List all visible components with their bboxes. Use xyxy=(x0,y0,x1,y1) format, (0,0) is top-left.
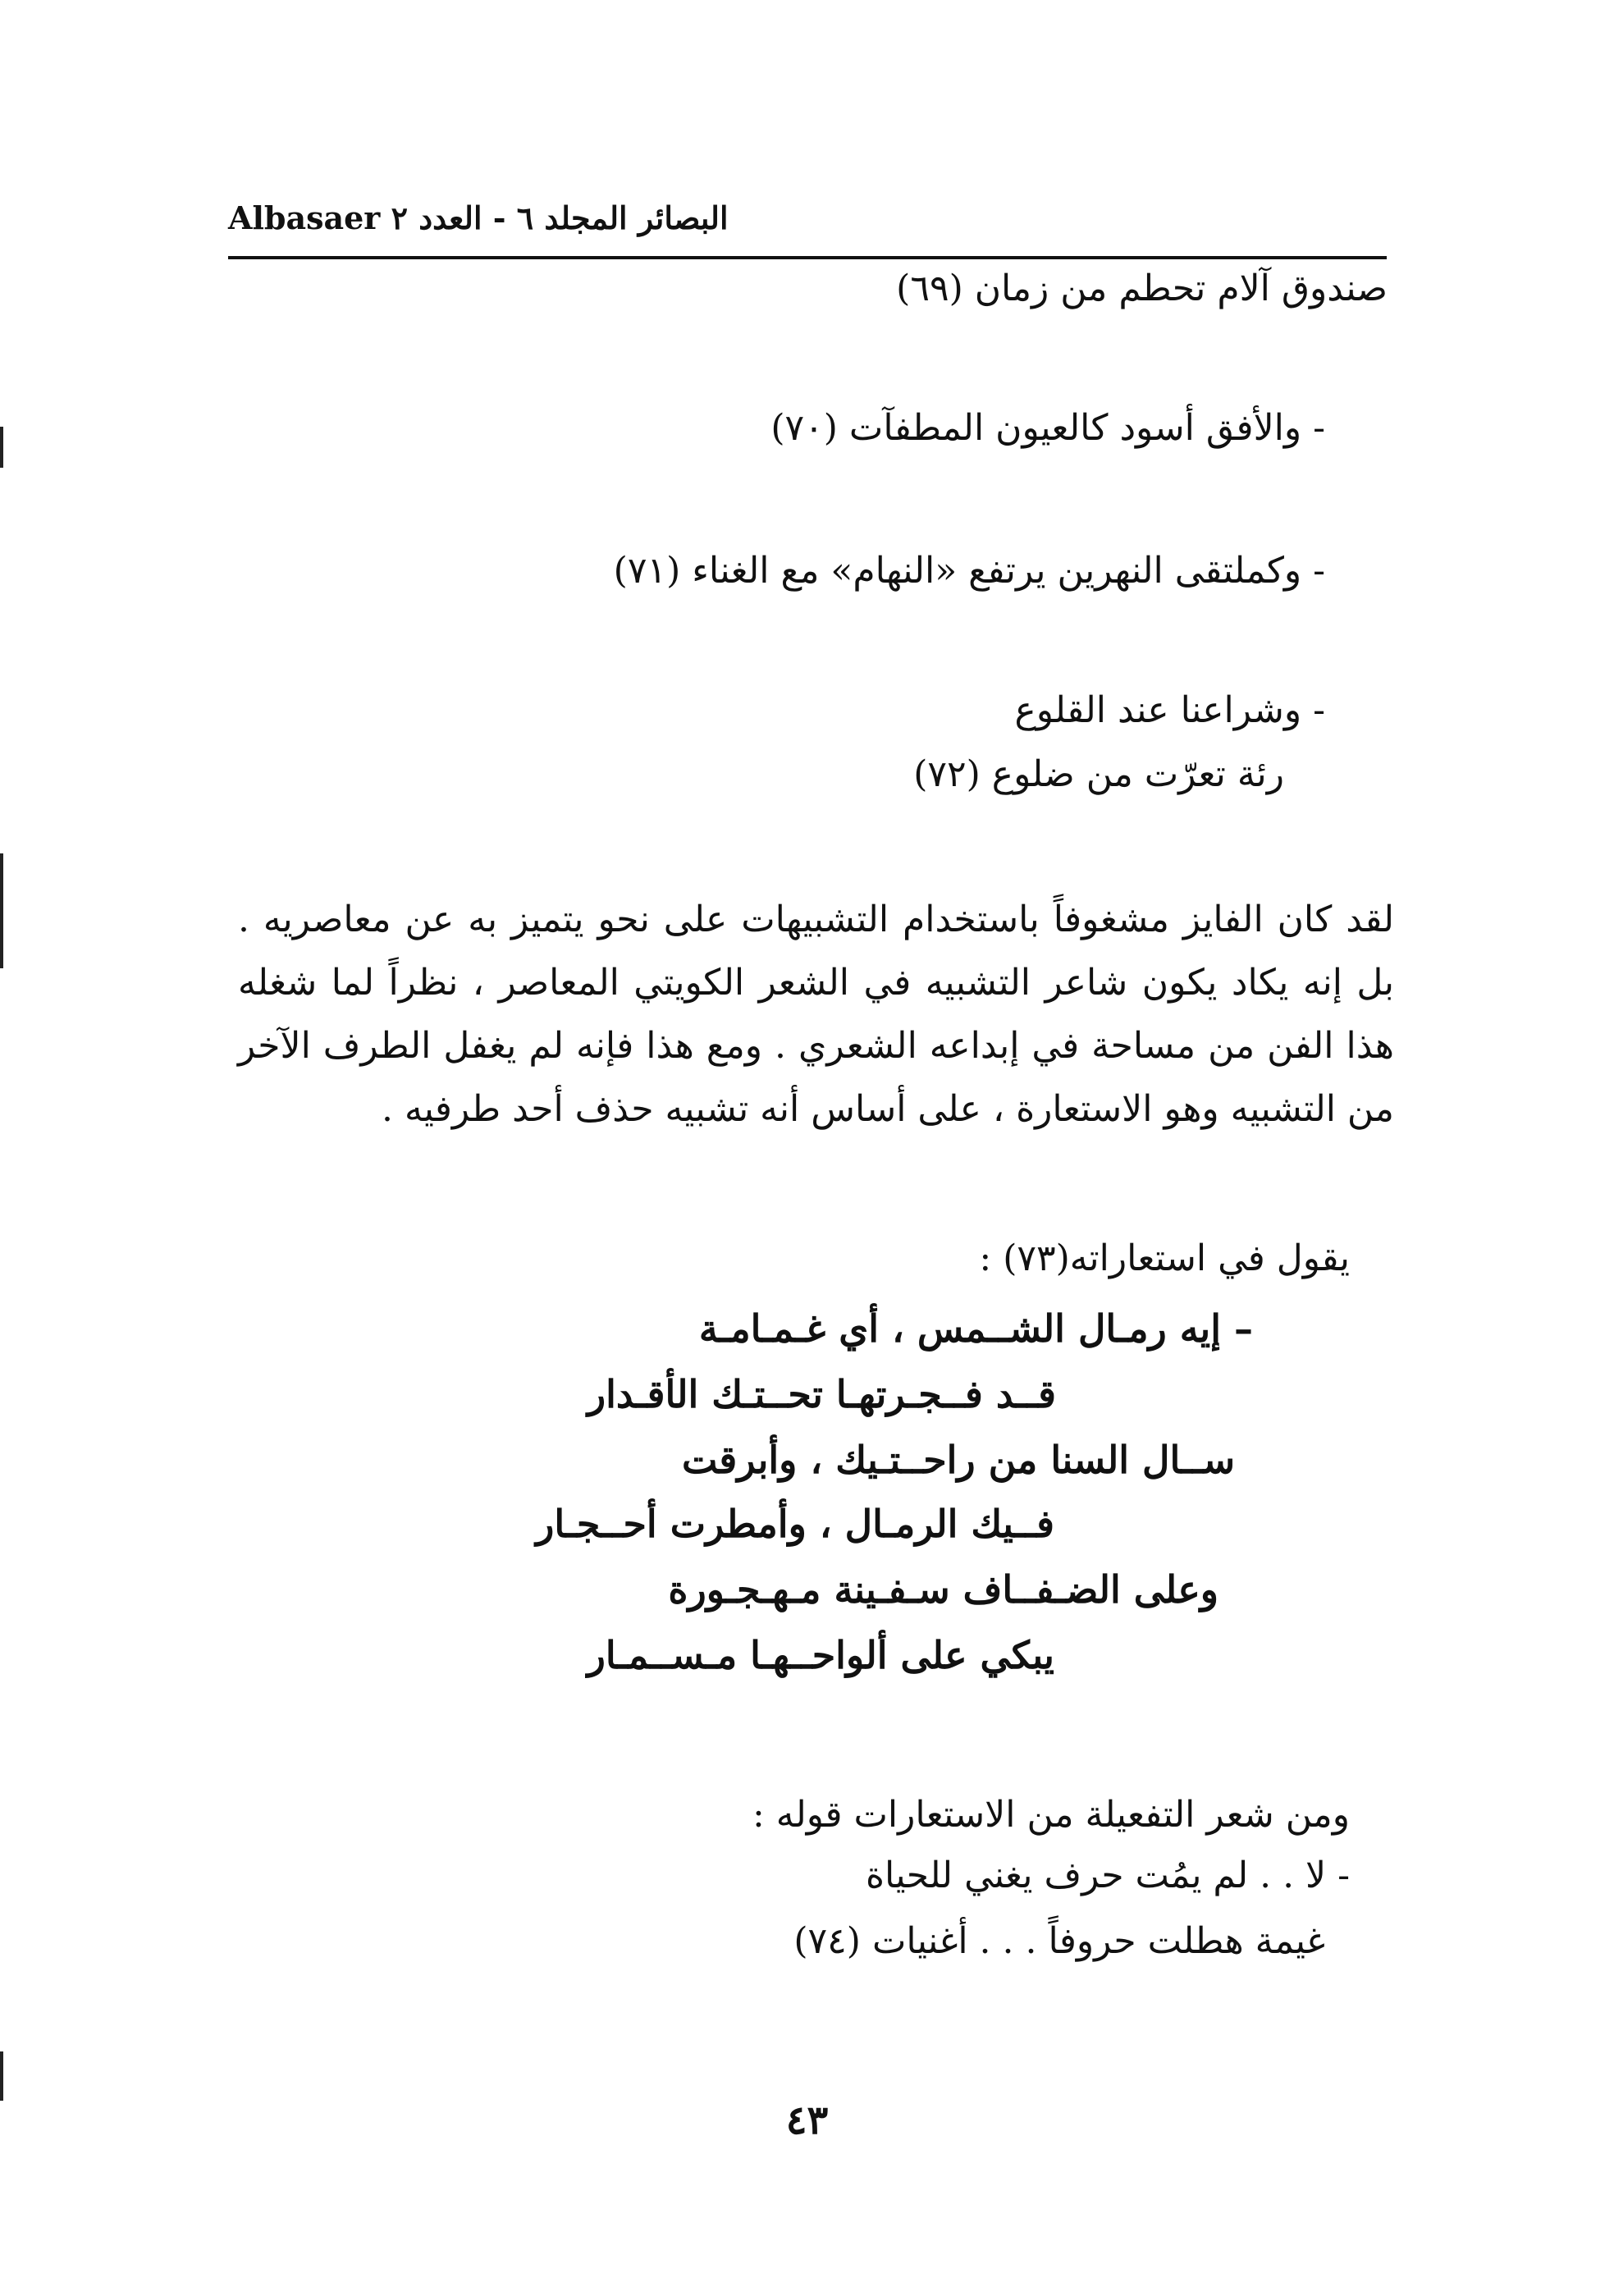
quote-line-4b: رئة تعرّت من ضلوع (٧٢) xyxy=(913,753,1284,795)
quote-line-3: - وكملتقى النهرين يرتفع «النهام» مع الغناء (٧١) xyxy=(613,550,1325,592)
scan-edge-mark xyxy=(0,427,3,468)
scan-edge-mark xyxy=(0,853,3,968)
poem-line: ســال السنا من راحــتـيك ، وأبرقت xyxy=(682,1438,1235,1482)
poem-line: يبكي على ألواحــهـا مـســمـار xyxy=(587,1633,1054,1677)
page-number: ٤٣ xyxy=(785,2097,829,2143)
section-intro: ومن شعر التفعيلة من الاستعارات قوله : xyxy=(752,1794,1350,1836)
quote-line-1: صندوق آلام تحطم من زمان (٦٩) xyxy=(896,268,1388,309)
body-paragraph: لقد كان الفايز مشغوفاً باستخدام التشبيهات على نحو يتميز به عن معاصريه . بل إنه يكاد يكون شاعر التشبيه في الشعر الكويتي المعاصر ، نظراً لما شغله هذا الفن من مساحة في إبداعه الشعري . ومع هذا فإنه لم يغفل الطرف الآخر من التشبيه وهو الاستعارة ، على أساس أنه تشبيه حذف أحد طرفيه . xyxy=(238,899,1394,1130)
poem-line: وعلى الضـفــاف سـفـينة مـهـجـورة xyxy=(668,1567,1219,1612)
scan-edge-mark xyxy=(0,2051,3,2101)
header-rule xyxy=(228,256,1387,259)
free-verse-line-2: غيمة هطلت حروفاً . . . أغنيات (٧٤) xyxy=(793,1920,1325,1962)
poem-line: قــد فــجـرتهـا تحــتـك الأقـدار xyxy=(587,1372,1056,1416)
quote-line-4a: - وشراعنا عند القلوع xyxy=(1014,689,1325,731)
journal-title: Albasaer البصائر المجلد ٦ - العدد ٢ xyxy=(228,199,729,236)
free-verse-line-1: - لا . . لم يمُت حرف يغني للحياة xyxy=(865,1855,1350,1896)
running-header xyxy=(228,187,1387,236)
poem-line: فــيك الرمـال ، وأمطرت أحــجـار xyxy=(536,1502,1054,1546)
quote-line-2: - والأفق أسود كالعيون المطفآت (٧٠) xyxy=(770,407,1325,449)
poem-intro: يقول في استعاراته(٧٣) : xyxy=(979,1237,1350,1279)
poem-line: – إيه رمـال الشــمس ، أي غـمـامـة xyxy=(698,1306,1253,1351)
